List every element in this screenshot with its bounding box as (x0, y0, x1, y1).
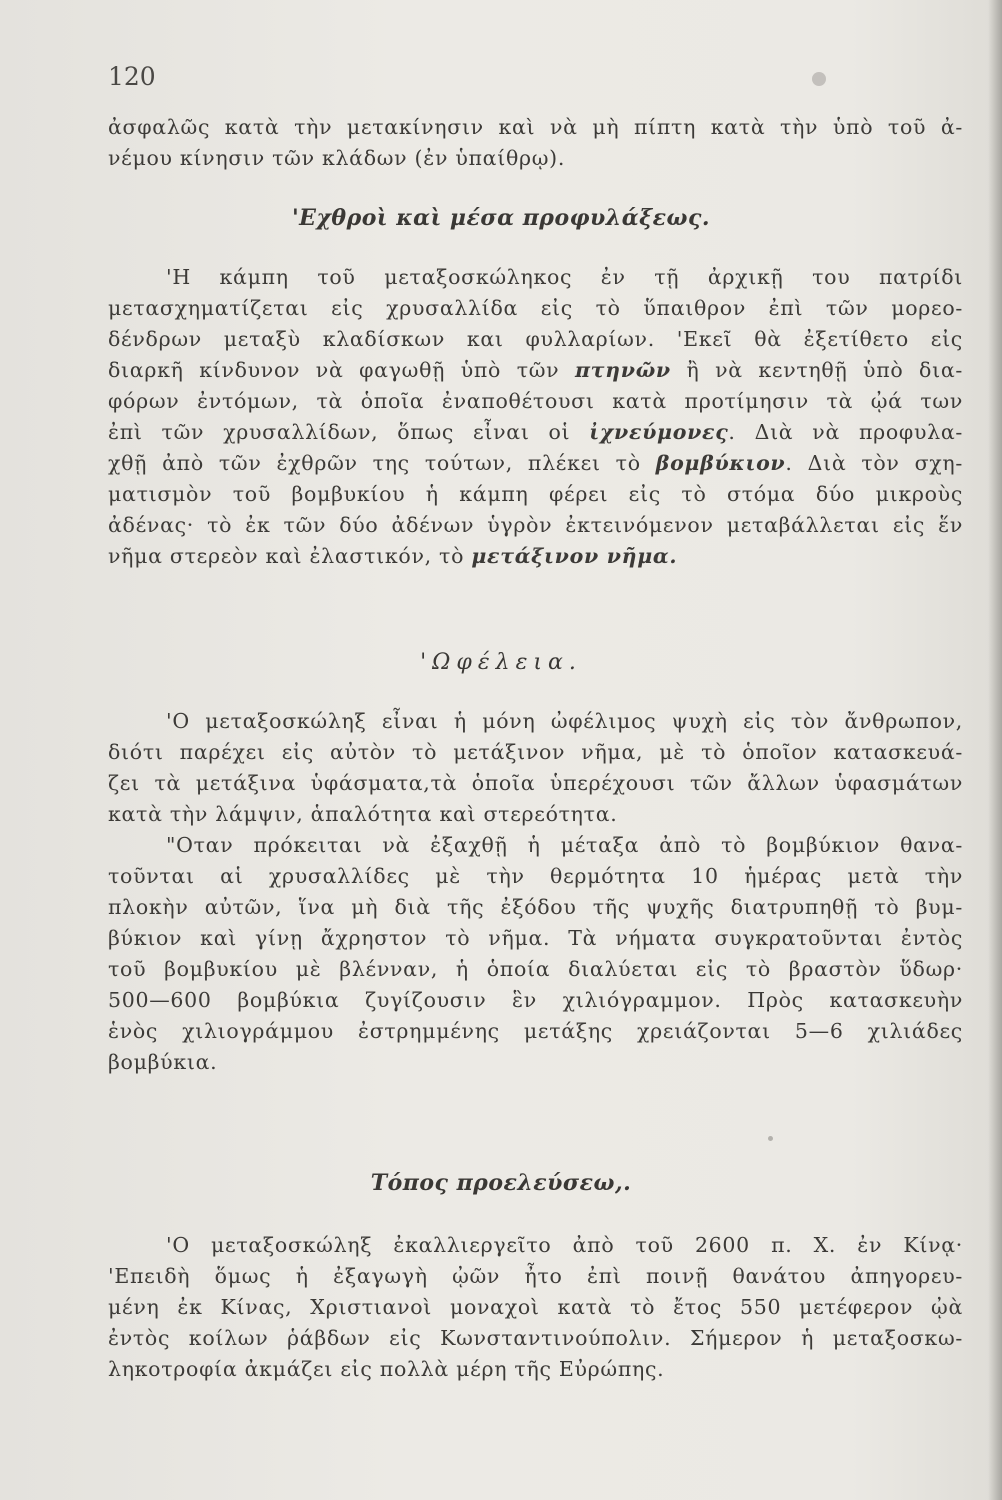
text-line: ματισμὸν τοῦ βομβυκίου ἡ κάμπη φέρει εἰς τὸ στόμα δύο μικροὺς (108, 482, 963, 506)
text-line: ἀδένας· τὸ ἐκ τῶν δύο ἀδένων ὑγρὸν ἐκτεινόμενον μεταβάλλεται εἰς ἕν (108, 513, 963, 537)
text-line: πλοκὴν αὐτῶν, ἵνα μὴ διὰ τῆς ἐξόδου τῆς ψυχῆς διατρυπηθῇ τὸ βυμ- (108, 895, 963, 919)
section-heading-benefit: 'Ωφέλεια. (420, 650, 582, 675)
text-run: ἢ νὰ κεντηθῇ ὑπὸ δια- (670, 358, 963, 382)
text-run: νῆμα στερεὸν καὶ ἐλαστικόν, τὸ (108, 544, 472, 568)
text-line (108, 417, 963, 448)
text-run: διαρκῆ κίνδυνον νὰ φαγωθῇ ὑπὸ τῶν (108, 358, 575, 382)
text-run: . Διὰ τὸν σχη- (785, 451, 963, 475)
enemies-paragraph (108, 262, 963, 572)
text-line: 'Η κάμπη τοῦ μεταξοσκώληκος ἐν τῇ ἀρχικῇ του πατρίδι (166, 265, 963, 289)
text-run: . Διὰ νὰ προφυλα- (728, 420, 963, 444)
text-line: μετασχηματίζεται εἰς χρυσαλλίδα εἰς τὸ ὕπαιθρον ἐπὶ τῶν μορεο- (108, 296, 963, 320)
section-heading-origin: Τόπος προελεύσεω,. (370, 1170, 632, 1196)
intro-paragraph (108, 112, 963, 174)
text-line: 'Ο μεταξοσκώληξ ἐκαλλιεργεῖτο ἀπὸ τοῦ 2600 π. Χ. ἐν Κίνᾳ· (166, 1233, 963, 1257)
text-line: φόρων ἐντόμων, τὰ ὁποῖα ἐναποθέτουσι κατὰ προτίμησιν τὰ ᾠά των (108, 389, 963, 413)
text-line (108, 448, 963, 479)
page-number: 120 (108, 62, 156, 91)
text-line: νέμου κίνησιν τῶν κλάδων (ἐν ὑπαίθρῳ). (108, 146, 566, 170)
text-line: 'Επειδὴ ὅμως ἡ ἐξαγωγὴ ᾠῶν ἦτο ἐπὶ ποινῇ θανάτου ἀπηγορευ- (108, 1264, 963, 1288)
text-line: μένη ἐκ Κίνας, Χριστιανοὶ μοναχοὶ κατὰ τὸ ἔτος 550 μετέφερον ᾠὰ (108, 1295, 963, 1319)
emphasis-silk-thread: μετάξινον νῆμα. (471, 544, 678, 568)
text-line: βύκιον καὶ γίνῃ ἄχρηστον τὸ νῆμα. Τὰ νήματα συγκρατοῦνται ἐντὸς (108, 926, 963, 950)
emphasis-cocoon: βομβύκιον (655, 451, 786, 475)
text-line: βομβύκια. (108, 1050, 218, 1074)
text-run: ἐπὶ τῶν χρυσαλλίδων, ὅπως εἶναι οἱ (108, 420, 590, 444)
text-line: ἀσφαλῶς κατὰ τὴν μετακίνησιν καὶ νὰ μὴ πίπτη κατὰ τὴν ὑπὸ τοῦ ἀ- (108, 115, 963, 139)
benefit-paragraph (108, 706, 963, 1078)
text-line: ἐντὸς κοίλων ῥάβδων εἰς Κωνσταντινούπολιν. Σήμερον ἡ μεταξοσκω- (108, 1326, 963, 1350)
text-line (108, 541, 963, 572)
emphasis-ichneumons: ἰχνεύμονες (589, 420, 729, 444)
ink-speck (812, 72, 826, 86)
text-line (108, 355, 963, 386)
ink-speck (768, 1136, 773, 1141)
section-heading-enemies: 'Εχθροὶ καὶ μέσα προφυλάξεως. (291, 205, 711, 231)
text-line: τοῦ βομβυκίου μὲ βλένναν, ἡ ὁποία διαλύεται εἰς τὸ βραστὸν ὕδωρ· (108, 957, 963, 981)
text-line: 'Ο μεταξοσκώληξ εἶναι ἡ μόνη ὠφέλιμος ψυχὴ εἰς τὸν ἄνθρωπον, (166, 709, 963, 733)
text-line: ζει τὰ μετάξινα ὑφάσματα,τὰ ὁποῖα ὑπερέχουσι τῶν ἄλλων ὑφασμάτων (108, 771, 963, 795)
text-line: δένδρων μεταξὺ κλαδίσκων και φυλλαρίων. 'Εκεῖ θὰ ἐξετίθετο εἰς (108, 327, 963, 351)
text-line: 500—600 βομβύκια ζυγίζουσιν ἓν χιλιόγραμμον. Πρὸς κατασκευὴν (108, 988, 963, 1012)
text-line: διότι παρέχει εἰς αὐτὸν τὸ μετάξινον νῆμα, μὲ τὸ ὁποῖον κατασκευά- (108, 740, 963, 764)
emphasis-birds: πτηνῶν (574, 358, 671, 382)
text-line: ἑνὸς χιλιογράμμου ἐστρημμένης μετάξης χρειάζονται 5—6 χιλιάδες (108, 1019, 963, 1043)
origin-paragraph (108, 1230, 963, 1385)
text-line: τοῦνται αἱ χρυσαλλίδες μὲ τὴν θερμότητα 10 ἡμέρας μετὰ τὴν (108, 864, 963, 888)
text-line: "Οταν πρόκειται νὰ ἐξαχθῇ ἡ μέταξα ἀπὸ τὸ βομβύκιον θανα- (166, 833, 963, 857)
text-run: χθῇ ἀπὸ τῶν ἐχθρῶν της τούτων, πλέκει τὸ (108, 451, 656, 475)
text-line: ληκοτροφία ἀκμάζει εἰς πολλὰ μέρη τῆς Εὐρώπης. (108, 1357, 665, 1381)
text-line: κατὰ τὴν λάμψιν, ἁπαλότητα καὶ στερεότητα. (108, 802, 618, 826)
